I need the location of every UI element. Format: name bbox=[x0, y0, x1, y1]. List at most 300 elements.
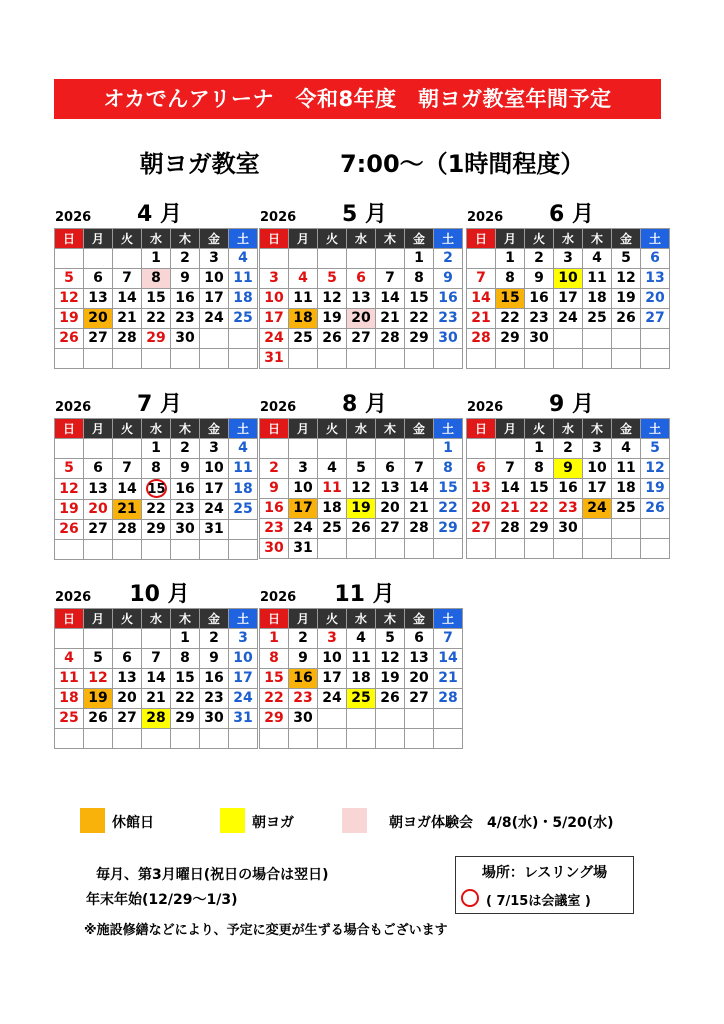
day-cell: 5 bbox=[612, 249, 641, 269]
month-calendar bbox=[54, 198, 251, 369]
weekday-header: 日 bbox=[55, 419, 84, 439]
weekday-header: 日 bbox=[260, 609, 289, 629]
calendar-month-label: 4 月 bbox=[137, 202, 182, 227]
weekday-header: 月 bbox=[496, 419, 525, 439]
day-cell: 11 bbox=[289, 289, 318, 309]
day-cell bbox=[113, 540, 142, 560]
day-cell: 31 bbox=[260, 349, 289, 369]
day-cell bbox=[289, 439, 318, 459]
day-cell: 27 bbox=[405, 689, 434, 709]
day-cell: 28 bbox=[496, 519, 525, 539]
day-cell: 23 bbox=[554, 499, 583, 519]
day-cell: 27 bbox=[347, 329, 376, 349]
day-cell: 17 bbox=[200, 289, 229, 309]
day-cell: 7 bbox=[434, 629, 463, 649]
day-cell: 9 bbox=[171, 459, 200, 479]
day-cell: 4 bbox=[612, 439, 641, 459]
day-cell: 2 bbox=[525, 249, 554, 269]
day-cell: 10 bbox=[583, 459, 612, 479]
day-cell: 5 bbox=[318, 269, 347, 289]
day-cell: 29 bbox=[496, 329, 525, 349]
weekday-header: 月 bbox=[84, 229, 113, 249]
day-cell: 15 bbox=[434, 479, 463, 499]
day-cell: 4 bbox=[318, 459, 347, 479]
day-cell: 11 bbox=[229, 459, 258, 479]
day-cell bbox=[641, 349, 670, 369]
day-cell: 28 bbox=[113, 520, 142, 540]
calendar-month-label: 9 月 bbox=[549, 392, 594, 417]
day-cell: 4 bbox=[289, 269, 318, 289]
day-cell: 17 bbox=[200, 479, 229, 500]
day-cell: 5 bbox=[84, 649, 113, 669]
day-cell: 22 bbox=[405, 309, 434, 329]
day-cell bbox=[200, 729, 229, 749]
red-circle-icon bbox=[461, 889, 479, 907]
day-cell: 31 bbox=[289, 539, 318, 559]
day-cell: 17 bbox=[289, 499, 318, 519]
day-cell: 17 bbox=[554, 289, 583, 309]
day-cell bbox=[434, 349, 463, 369]
day-cell: 25 bbox=[289, 329, 318, 349]
day-cell: 14 bbox=[496, 479, 525, 499]
disclaimer-note: ※施設修繕などにより、予定に変更が生ずる場合もございます bbox=[84, 923, 448, 938]
day-cell: 28 bbox=[405, 519, 434, 539]
day-cell: 6 bbox=[467, 459, 496, 479]
legend-closed-swatch bbox=[80, 808, 105, 833]
weekday-header: 日 bbox=[55, 609, 84, 629]
day-cell: 12 bbox=[55, 479, 84, 500]
day-cell: 26 bbox=[55, 520, 84, 540]
day-cell: 10 bbox=[554, 269, 583, 289]
day-cell: 6 bbox=[113, 649, 142, 669]
day-cell: 18 bbox=[318, 499, 347, 519]
day-cell: 23 bbox=[200, 689, 229, 709]
day-cell: 10 bbox=[318, 649, 347, 669]
day-cell bbox=[554, 329, 583, 349]
day-cell bbox=[84, 729, 113, 749]
weekday-header: 金 bbox=[200, 609, 229, 629]
day-cell: 28 bbox=[113, 329, 142, 349]
day-cell: 21 bbox=[142, 689, 171, 709]
day-cell: 11 bbox=[347, 649, 376, 669]
day-cell: 12 bbox=[55, 289, 84, 309]
weekday-header: 火 bbox=[113, 609, 142, 629]
day-cell: 9 bbox=[554, 459, 583, 479]
day-cell: 23 bbox=[171, 309, 200, 329]
day-cell bbox=[289, 249, 318, 269]
day-cell: 18 bbox=[347, 669, 376, 689]
weekday-header: 日 bbox=[260, 419, 289, 439]
day-cell: 3 bbox=[229, 629, 258, 649]
day-cell: 29 bbox=[434, 519, 463, 539]
day-cell: 25 bbox=[583, 309, 612, 329]
day-cell: 7 bbox=[405, 459, 434, 479]
weekday-header: 水 bbox=[347, 229, 376, 249]
weekday-header: 土 bbox=[434, 609, 463, 629]
day-cell: 30 bbox=[525, 329, 554, 349]
day-cell: 4 bbox=[55, 649, 84, 669]
weekday-header: 水 bbox=[347, 419, 376, 439]
calendar-month-label: 10 月 bbox=[129, 582, 190, 607]
day-cell: 15 bbox=[142, 289, 171, 309]
month-calendar bbox=[259, 578, 456, 749]
weekday-header: 月 bbox=[84, 609, 113, 629]
day-cell bbox=[347, 249, 376, 269]
day-cell: 24 bbox=[554, 309, 583, 329]
day-cell: 8 bbox=[142, 459, 171, 479]
day-cell: 27 bbox=[84, 329, 113, 349]
weekday-header: 日 bbox=[260, 229, 289, 249]
weekday-header: 水 bbox=[142, 419, 171, 439]
day-cell bbox=[554, 349, 583, 369]
day-cell: 25 bbox=[229, 309, 258, 329]
day-cell bbox=[229, 329, 258, 349]
day-cell bbox=[347, 539, 376, 559]
day-cell: 30 bbox=[554, 519, 583, 539]
day-cell: 2 bbox=[434, 249, 463, 269]
weekday-header: 金 bbox=[200, 229, 229, 249]
day-cell bbox=[583, 329, 612, 349]
weekday-header: 金 bbox=[405, 229, 434, 249]
day-cell: 17 bbox=[260, 309, 289, 329]
day-cell: 25 bbox=[318, 519, 347, 539]
day-cell: 1 bbox=[434, 439, 463, 459]
day-cell: 23 bbox=[434, 309, 463, 329]
day-cell: 5 bbox=[347, 459, 376, 479]
day-cell bbox=[229, 349, 258, 369]
day-cell: 1 bbox=[142, 249, 171, 269]
calendar-year: 2026 bbox=[260, 400, 297, 415]
day-cell: 5 bbox=[55, 459, 84, 479]
day-cell: 28 bbox=[467, 329, 496, 349]
weekday-header: 木 bbox=[376, 229, 405, 249]
weekday-header: 木 bbox=[376, 419, 405, 439]
day-cell: 7 bbox=[142, 649, 171, 669]
day-cell bbox=[496, 439, 525, 459]
day-cell bbox=[142, 629, 171, 649]
day-cell: 14 bbox=[405, 479, 434, 499]
day-cell bbox=[171, 729, 200, 749]
month-calendar bbox=[259, 198, 456, 369]
day-cell bbox=[229, 520, 258, 540]
day-cell: 23 bbox=[171, 500, 200, 520]
legend-yoga-label: 朝ヨガ bbox=[252, 815, 294, 831]
day-cell: 20 bbox=[84, 309, 113, 329]
day-cell: 3 bbox=[318, 629, 347, 649]
day-cell: 27 bbox=[641, 309, 670, 329]
day-cell: 19 bbox=[376, 669, 405, 689]
day-cell: 11 bbox=[229, 269, 258, 289]
day-cell: 13 bbox=[113, 669, 142, 689]
day-cell bbox=[229, 540, 258, 560]
day-cell: 9 bbox=[434, 269, 463, 289]
day-cell: 3 bbox=[583, 439, 612, 459]
circled-day: 15 bbox=[146, 479, 167, 498]
day-cell: 7 bbox=[496, 459, 525, 479]
day-cell: 10 bbox=[200, 459, 229, 479]
day-cell: 19 bbox=[55, 309, 84, 329]
calendar-year: 2026 bbox=[55, 400, 92, 415]
calendar-month-label: 11 月 bbox=[334, 582, 395, 607]
legend-closed-label: 休館日 bbox=[112, 815, 154, 831]
day-cell bbox=[641, 519, 670, 539]
day-cell bbox=[84, 540, 113, 560]
day-cell: 8 bbox=[260, 649, 289, 669]
day-cell: 20 bbox=[84, 500, 113, 520]
day-cell: 19 bbox=[641, 479, 670, 499]
day-cell: 16 bbox=[434, 289, 463, 309]
day-cell: 13 bbox=[376, 479, 405, 499]
weekday-header: 土 bbox=[229, 609, 258, 629]
day-cell bbox=[376, 349, 405, 369]
day-cell bbox=[376, 709, 405, 729]
weekday-header: 金 bbox=[405, 419, 434, 439]
class-subtitle: 朝ヨガ教室 7:00～（1時間程度） bbox=[139, 150, 585, 178]
weekday-header: 水 bbox=[554, 229, 583, 249]
day-cell: 24 bbox=[260, 329, 289, 349]
day-cell bbox=[347, 349, 376, 369]
day-cell: 21 bbox=[496, 499, 525, 519]
day-cell bbox=[55, 249, 84, 269]
legend-trial-label: 朝ヨガ体験会 4/8(水)・5/20(水) bbox=[389, 815, 614, 831]
day-cell: 25 bbox=[347, 689, 376, 709]
day-cell: 20 bbox=[467, 499, 496, 519]
day-cell: 31 bbox=[229, 709, 258, 729]
calendar-month-label: 7 月 bbox=[137, 392, 182, 417]
day-cell: 29 bbox=[260, 709, 289, 729]
day-cell: 16 bbox=[171, 289, 200, 309]
month-calendar bbox=[54, 578, 251, 749]
day-cell: 8 bbox=[142, 269, 171, 289]
calendar-year: 2026 bbox=[55, 590, 92, 605]
day-cell: 17 bbox=[583, 479, 612, 499]
day-cell: 24 bbox=[318, 689, 347, 709]
day-cell bbox=[113, 249, 142, 269]
weekday-header: 月 bbox=[496, 229, 525, 249]
day-cell bbox=[229, 729, 258, 749]
day-cell bbox=[467, 539, 496, 559]
calendar-year: 2026 bbox=[467, 210, 504, 225]
day-cell: 19 bbox=[318, 309, 347, 329]
day-cell bbox=[583, 539, 612, 559]
day-cell: 5 bbox=[376, 629, 405, 649]
day-cell: 1 bbox=[405, 249, 434, 269]
day-cell bbox=[113, 629, 142, 649]
day-cell bbox=[405, 349, 434, 369]
day-cell: 11 bbox=[612, 459, 641, 479]
day-cell bbox=[289, 729, 318, 749]
day-cell: 12 bbox=[347, 479, 376, 499]
day-cell: 26 bbox=[84, 709, 113, 729]
day-cell: 28 bbox=[142, 709, 171, 729]
day-cell: 14 bbox=[142, 669, 171, 689]
day-cell: 16 bbox=[525, 289, 554, 309]
day-cell bbox=[113, 349, 142, 369]
day-cell: 6 bbox=[641, 249, 670, 269]
day-cell: 26 bbox=[318, 329, 347, 349]
day-cell: 8 bbox=[434, 459, 463, 479]
weekday-header: 月 bbox=[84, 419, 113, 439]
weekday-header: 火 bbox=[318, 229, 347, 249]
day-cell: 22 bbox=[142, 500, 171, 520]
day-cell: 30 bbox=[434, 329, 463, 349]
day-cell bbox=[318, 249, 347, 269]
weekday-header: 火 bbox=[318, 419, 347, 439]
day-cell bbox=[376, 249, 405, 269]
day-cell: 6 bbox=[376, 459, 405, 479]
day-cell: 1 bbox=[171, 629, 200, 649]
day-cell: 3 bbox=[289, 459, 318, 479]
day-cell bbox=[554, 539, 583, 559]
day-cell bbox=[142, 349, 171, 369]
day-cell: 20 bbox=[376, 499, 405, 519]
day-cell bbox=[434, 539, 463, 559]
day-cell: 22 bbox=[142, 309, 171, 329]
day-cell: 28 bbox=[434, 689, 463, 709]
weekday-header: 日 bbox=[467, 419, 496, 439]
day-cell: 11 bbox=[583, 269, 612, 289]
calendar-month-label: 6 月 bbox=[549, 202, 594, 227]
day-cell: 15 bbox=[260, 669, 289, 689]
weekday-header: 火 bbox=[525, 229, 554, 249]
weekday-header: 土 bbox=[641, 229, 670, 249]
day-cell: 16 bbox=[171, 479, 200, 500]
weekday-header: 土 bbox=[229, 229, 258, 249]
day-cell: 3 bbox=[200, 249, 229, 269]
day-cell: 24 bbox=[200, 500, 229, 520]
day-cell: 15 bbox=[525, 479, 554, 499]
day-cell: 24 bbox=[229, 689, 258, 709]
weekday-header: 土 bbox=[229, 419, 258, 439]
day-cell: 8 bbox=[496, 269, 525, 289]
day-cell: 1 bbox=[496, 249, 525, 269]
day-cell bbox=[347, 439, 376, 459]
weekday-header: 金 bbox=[405, 609, 434, 629]
day-cell: 12 bbox=[376, 649, 405, 669]
day-cell: 9 bbox=[525, 269, 554, 289]
day-cell: 21 bbox=[113, 500, 142, 520]
day-cell: 29 bbox=[405, 329, 434, 349]
day-cell bbox=[318, 709, 347, 729]
day-cell: 23 bbox=[525, 309, 554, 329]
weekday-header: 水 bbox=[347, 609, 376, 629]
day-cell bbox=[405, 539, 434, 559]
weekday-header: 月 bbox=[289, 229, 318, 249]
day-cell bbox=[496, 349, 525, 369]
day-cell: 9 bbox=[200, 649, 229, 669]
day-cell: 2 bbox=[289, 629, 318, 649]
day-cell bbox=[525, 349, 554, 369]
day-cell: 14 bbox=[376, 289, 405, 309]
month-calendar bbox=[259, 388, 456, 559]
calendar-year: 2026 bbox=[467, 400, 504, 415]
weekday-header: 月 bbox=[289, 419, 318, 439]
day-cell bbox=[289, 349, 318, 369]
day-cell: 8 bbox=[525, 459, 554, 479]
day-cell: 11 bbox=[55, 669, 84, 689]
day-cell: 4 bbox=[229, 249, 258, 269]
day-cell bbox=[434, 709, 463, 729]
day-cell bbox=[318, 729, 347, 749]
day-cell: 19 bbox=[84, 689, 113, 709]
day-cell: 10 bbox=[289, 479, 318, 499]
day-cell: 24 bbox=[583, 499, 612, 519]
day-cell: 21 bbox=[113, 309, 142, 329]
day-cell: 26 bbox=[612, 309, 641, 329]
day-cell: 13 bbox=[405, 649, 434, 669]
day-cell: 16 bbox=[260, 499, 289, 519]
day-cell bbox=[434, 729, 463, 749]
day-cell: 3 bbox=[554, 249, 583, 269]
day-cell bbox=[347, 709, 376, 729]
day-cell bbox=[142, 729, 171, 749]
day-cell bbox=[84, 349, 113, 369]
day-cell: 6 bbox=[347, 269, 376, 289]
day-cell: 24 bbox=[289, 519, 318, 539]
day-cell: 16 bbox=[554, 479, 583, 499]
calendar-year: 2026 bbox=[55, 210, 92, 225]
day-cell: 13 bbox=[84, 289, 113, 309]
day-cell: 10 bbox=[200, 269, 229, 289]
month-calendar bbox=[466, 388, 663, 559]
month-calendar bbox=[466, 198, 663, 369]
day-cell bbox=[142, 540, 171, 560]
day-cell: 22 bbox=[525, 499, 554, 519]
day-cell: 31 bbox=[200, 520, 229, 540]
day-cell: 2 bbox=[554, 439, 583, 459]
day-cell: 3 bbox=[260, 269, 289, 289]
day-cell: 5 bbox=[55, 269, 84, 289]
day-cell: 30 bbox=[171, 329, 200, 349]
day-cell bbox=[641, 539, 670, 559]
day-cell: 18 bbox=[55, 689, 84, 709]
weekday-header: 木 bbox=[171, 419, 200, 439]
day-cell bbox=[612, 519, 641, 539]
day-cell: 26 bbox=[376, 689, 405, 709]
calendar-year: 2026 bbox=[260, 210, 297, 225]
day-cell: 18 bbox=[289, 309, 318, 329]
legend-trial-swatch bbox=[342, 808, 367, 833]
day-cell: 27 bbox=[376, 519, 405, 539]
day-cell bbox=[55, 629, 84, 649]
weekday-header: 土 bbox=[434, 419, 463, 439]
day-cell bbox=[405, 709, 434, 729]
day-cell: 16 bbox=[289, 669, 318, 689]
day-cell: 17 bbox=[229, 669, 258, 689]
day-cell: 25 bbox=[55, 709, 84, 729]
day-cell bbox=[55, 349, 84, 369]
day-cell bbox=[200, 540, 229, 560]
weekday-header: 土 bbox=[434, 229, 463, 249]
day-cell: 8 bbox=[171, 649, 200, 669]
day-cell bbox=[55, 729, 84, 749]
day-cell: 12 bbox=[84, 669, 113, 689]
day-cell bbox=[467, 349, 496, 369]
closed-day-rule: 毎月、第3月曜日(祝日の場合は翌日) bbox=[96, 867, 329, 883]
day-cell: 27 bbox=[113, 709, 142, 729]
day-cell: 12 bbox=[318, 289, 347, 309]
day-cell: 9 bbox=[260, 479, 289, 499]
day-cell bbox=[612, 349, 641, 369]
day-cell bbox=[200, 349, 229, 369]
day-cell: 2 bbox=[171, 439, 200, 459]
day-cell: 29 bbox=[525, 519, 554, 539]
place-circle-note: ( 7/15は会議室 ) bbox=[486, 894, 591, 909]
day-cell: 3 bbox=[200, 439, 229, 459]
day-cell bbox=[55, 540, 84, 560]
day-cell bbox=[318, 539, 347, 559]
day-cell: 28 bbox=[376, 329, 405, 349]
